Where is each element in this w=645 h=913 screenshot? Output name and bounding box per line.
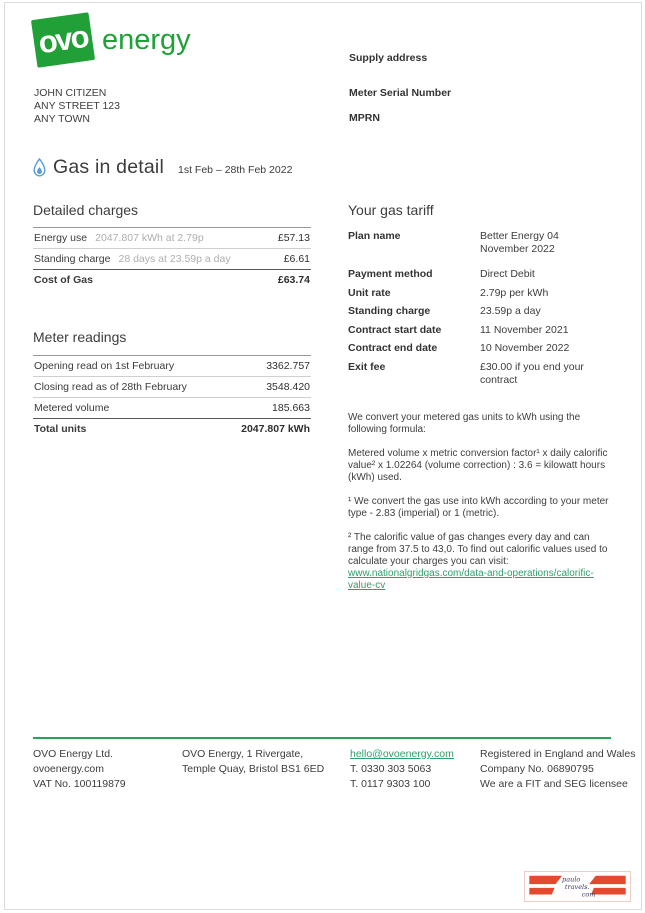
tariff-label: Plan name <box>348 230 401 242</box>
mprn-label: MPRN <box>349 112 380 124</box>
email-link[interactable]: hello@ovoenergy.com <box>350 748 454 760</box>
total-units: 2047.807 kWh <box>241 423 310 435</box>
tariff-row <box>348 361 610 387</box>
charge-label: Standing charge <box>34 253 111 265</box>
footer-address-block <box>182 747 324 777</box>
detailed-charges-heading: Detailed charges <box>33 202 139 218</box>
meter-serial-number-label: Meter Serial Number <box>349 87 452 99</box>
table-total-row <box>33 270 311 290</box>
reading-label: Closing read as of 28th February <box>34 381 187 393</box>
gas-in-detail-header <box>33 156 292 179</box>
footer-line: Temple Quay, Bristol BS1 6ED <box>182 763 325 775</box>
tariff-label: Unit rate <box>348 286 391 299</box>
table-row <box>33 398 311 419</box>
table-total-row <box>33 419 311 439</box>
total-amount: £63.74 <box>277 274 310 286</box>
recipient-line: ANY TOWN <box>34 113 91 125</box>
table-row <box>33 356 311 377</box>
stamp-text-line: travels. <box>564 882 590 891</box>
calorific-value-link[interactable]: www.nationalgridgas.com/data-and-operations/calorific-value-cv <box>348 568 594 591</box>
table-row <box>33 249 311 270</box>
meter-readings-heading: Meter readings <box>33 329 127 345</box>
tariff-label: Exit fee <box>348 360 386 373</box>
ovo-logo-icon <box>31 12 95 68</box>
charge-amount: £6.61 <box>283 253 310 265</box>
stamp-text-line: com <box>581 890 596 899</box>
tariff-label: Contract start date <box>348 323 442 336</box>
tariff-label: Standing charge <box>348 305 431 317</box>
meter-readings-table <box>33 355 311 439</box>
ovo-logo-text: ovo <box>36 18 90 60</box>
billing-period: 1st Feb – 28th Feb 2022 <box>178 164 293 176</box>
stamp-text-line: paulo <box>562 875 581 884</box>
footer-divider <box>33 737 611 739</box>
table-row <box>33 228 311 249</box>
footer-line: OVO Energy, 1 Rivergate, <box>182 748 304 760</box>
tariff-row <box>348 287 610 300</box>
footer-line: Company No. 06890795 <box>480 763 594 775</box>
footer-contact-block <box>350 747 454 792</box>
note-footnote-2: ² The calorific value of gas changes every day and can range from 37.5 to 43,0. To find out calorific values used to calculate your charges you can visit: <box>348 532 608 567</box>
reading-value: 185.663 <box>272 402 310 414</box>
tariff-row <box>348 342 610 355</box>
tariff-value: Better Energy 04 November 2022 <box>480 230 559 255</box>
tariff-row <box>348 324 610 337</box>
tariff-row <box>348 305 610 318</box>
total-label: Cost of Gas <box>34 274 93 286</box>
reading-label: Metered volume <box>34 402 110 414</box>
tariff-table <box>348 230 610 392</box>
reading-value: 3548.420 <box>266 381 310 393</box>
recipient-line: JOHN CITIZEN <box>34 87 107 99</box>
page-title: Gas in detail <box>53 156 164 178</box>
tariff-label: Contract end date <box>348 342 438 354</box>
tariff-value: 23.59p a day <box>480 305 541 317</box>
note-paragraph: Metered volume x metric conversion factor¹ x daily calorific value² x 1.02264 (volume correction) : 3.6 = kilowatt hours (kWh) used. <box>348 448 608 483</box>
note-footnote-1: ¹ We convert the gas use into kWh according to your meter type - 2.83 (imperial) or 1 (metric). <box>348 496 609 519</box>
footer-registration-block <box>480 747 635 792</box>
footer-phone: T. 0330 303 5063 <box>350 763 432 775</box>
gas-flame-icon <box>33 158 46 177</box>
footer-line: Registered in England and Wales <box>480 748 636 760</box>
tariff-value: £30.00 if you end your contract <box>480 360 584 386</box>
charge-label: Energy use <box>34 232 88 244</box>
paulo-travels-stamp <box>524 871 631 902</box>
recipient-address <box>34 87 120 126</box>
recipient-line: ANY STREET 123 <box>34 100 120 112</box>
supply-address-label: Supply address <box>349 52 428 64</box>
note-paragraph: We convert your metered gas units to kWh using the following formula: <box>348 412 581 435</box>
table-row <box>33 377 311 398</box>
footer-line: VAT No. 100119879 <box>33 778 126 790</box>
reading-label: Opening read on 1st February <box>34 360 175 372</box>
total-label: Total units <box>34 423 87 435</box>
conversion-notes <box>348 412 612 592</box>
reading-value: 3362.757 <box>266 360 310 372</box>
footer-line: We are a FIT and SEG licensee <box>480 778 628 790</box>
charge-detail: 2047.807 kWh at 2.79p <box>95 232 204 244</box>
footer-phone: T. 0117 9303 100 <box>350 778 431 790</box>
tariff-row <box>348 268 610 281</box>
detailed-charges-table <box>33 227 311 290</box>
gas-tariff-heading: Your gas tariff <box>348 202 434 218</box>
charge-amount: £57.13 <box>277 232 310 244</box>
tariff-value: Direct Debit <box>480 268 535 280</box>
charge-detail: 28 days at 23.59p a day <box>118 253 231 265</box>
tariff-value: 2.79p per kWh <box>480 286 549 299</box>
footer-line: OVO Energy Ltd. <box>33 748 113 760</box>
tariff-label: Payment method <box>348 268 433 280</box>
tariff-value: 11 November 2021 <box>480 323 569 336</box>
tariff-value: 10 November 2022 <box>480 342 570 354</box>
footer-company-block <box>33 747 126 792</box>
tariff-row <box>348 230 610 256</box>
brand-wordmark: energy <box>102 24 191 56</box>
stamp-graphic <box>525 872 630 901</box>
footer-line: ovoenergy.com <box>33 763 105 775</box>
